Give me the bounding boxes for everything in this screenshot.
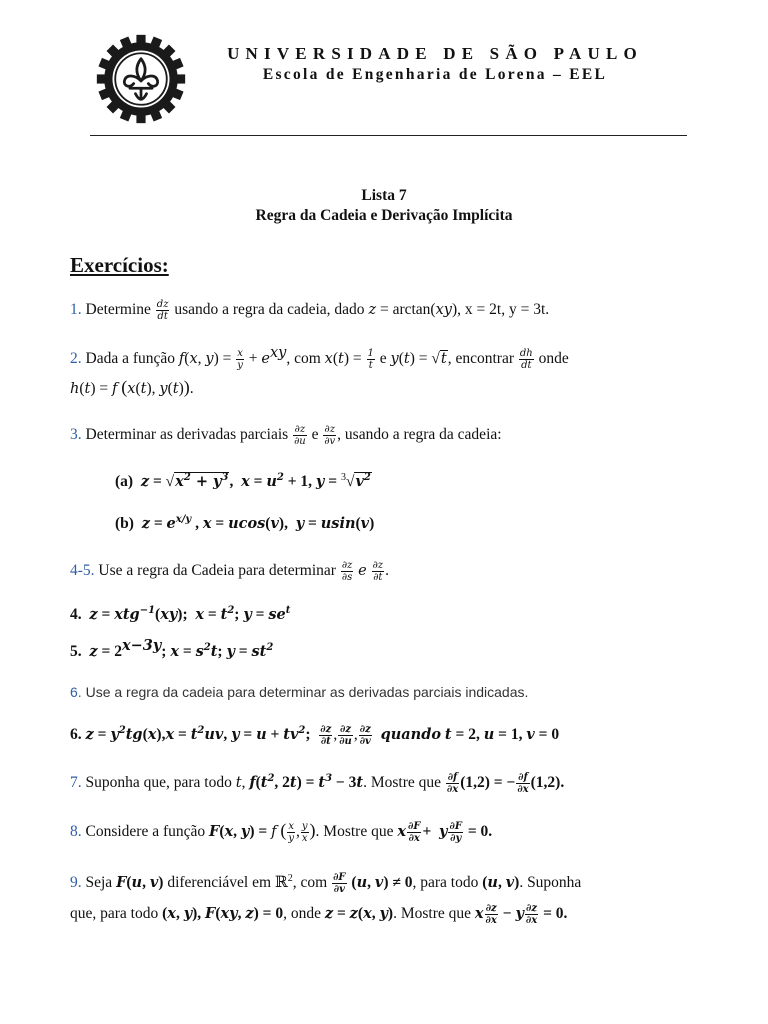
exercise-9: 9. Seja F(u, v) diferenciável em ℝ$^2$, com $\frac{\partial F}{\partial v}$ (u, v) ≠ 0, para todo (u, v). Suponha — [70, 872, 582, 895]
exercise-3: 3. Determinar as derivadas parciais $\frac{\partial z}{\partial u}$ e $\frac{\partial z}{\partial v}$ , usando a regra da cadeia: — [70, 424, 502, 447]
exercise-5: 5. $z = 2^{x-3y}$; $x = s^2t$; $y = st^2$ — [70, 636, 274, 660]
usp-logo-icon — [95, 33, 187, 125]
exercise-2: 2. Dada a função f(x, y) = $\frac{x}{y}$ + $e^{xy}$, com x(t) = $\frac{1}{t}$ e y(t) = √t, encontrar $\frac{dh}{dt}$ onde — [70, 344, 569, 371]
exercises-heading: Exercícios: — [70, 253, 169, 277]
exercise-4-5-intro: 4-5. Use a regra da Cadeia para determinar $\frac{\partial z}{\partial s}$ e $\frac{\partial z}{\partial t}$ . — [70, 560, 389, 583]
exercise-7: 7. Suponha que, para todo t, $f(t^2$, $2t) = t^3 - 3t$. Mostre que $\frac{\partial f}{\partial x}$ (1,2) = − $\frac{\partial f}{\partial x}$ (1,2). — [70, 772, 565, 795]
university-name: UNIVERSIDADE DE SÃO PAULO — [227, 44, 643, 63]
exercise-1: 1. Determine $\frac{dz}{dt}$ usando a regra da cadeia, dado z = arctan(xy), x = 2t, y = 3t. — [70, 299, 550, 322]
exercise-9-cont: que, para todo (x, y), F(xy, z) = 0, onde z = z(x, y). Mostre que x $\frac{\partial z}{\partial x}$ − y $\frac{\partial z}{\partial x}$ = 0. — [70, 903, 568, 926]
list-subtitle: Regra da Cadeia e Derivação Implícita — [255, 207, 513, 224]
exercise-4: 4. z = xtg$^{-1}$(xy); $x = t^2$; $y = se^t$ — [70, 605, 291, 623]
exercise-2-cont: h(t) = f (x(t), y(t)). — [70, 377, 194, 397]
header-divider — [90, 135, 687, 136]
exercise-6: 6. $z = y^2tg(x),x = t^2uv$, $y = u + tv^2$; $\frac{\partial z}{\partial t}$ , $\frac{\partial z}{\partial u}$ , $\frac{\partial z}{\partial v}$ quando t = 2, u = 1, v = 0 — [70, 724, 560, 747]
exercise-8: 8. Considere a função F(x, y) = f ( $\frac{x}{y}$ , $\frac{y}{x}$ ). Mostre que x $\frac{\partial F}{\partial x}$ + y $\frac{\partial F}{\partial y}$ = 0. — [70, 820, 493, 844]
exercise-3a: (a) $z = √x^2 + y^3$, $x = u^2 + 1$, $y = ^3√v^2$ — [115, 471, 371, 490]
exercise-3b: (b) $z = e^{x/y}$ , x = ucos(v), y = usin(v) — [115, 514, 375, 532]
list-title: Lista 7 — [361, 187, 407, 204]
school-name: Escola de Engenharia de Lorena – EEL — [262, 66, 608, 83]
exercise-6-intro: 6. Use a regra da cadeia para determinar as derivadas parciais indicadas. — [70, 684, 529, 700]
